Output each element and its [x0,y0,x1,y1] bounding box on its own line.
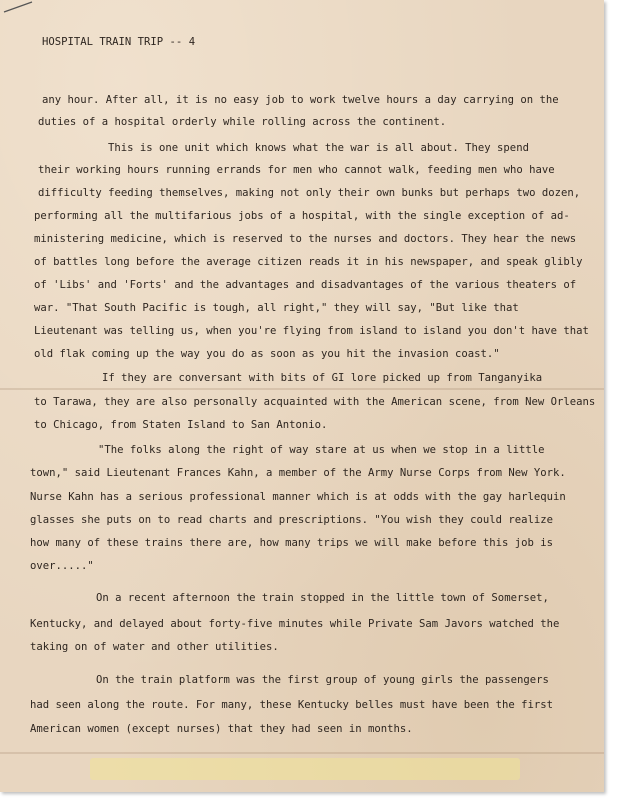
page-header: HOSPITAL TRAIN TRIP -- 4 [42,36,196,48]
text-line: ministering medicine, which is reserved to the nurses and doctors. They hear the news [34,233,577,245]
text-line: performing all the multifarious jobs of a hospital, with the single exception of ad- [34,210,570,222]
text-line: over....." [30,560,94,572]
text-line: any hour. After all, it is no easy job to work twelve hours a day carrying on the [42,94,559,106]
text-line: war. "That South Pacific is tough, all right," they will say, "But like that [34,302,519,314]
text-line: This is one unit which knows what the war is all about. They spend [108,142,529,154]
text-line: their working hours running errands for men who cannot walk, feeding men who have [38,164,555,176]
pencil-mark-icon [2,0,42,14]
text-line: of battles long before the average citizen reads it in his newspaper, and speak glibly [34,256,583,268]
text-line: town," said Lieutenant Frances Kahn, a member of the Army Nurse Corps from New York. [30,467,566,479]
text-line: American women (except nurses) that they had seen in months. [30,723,413,735]
text-line: had seen along the route. For many, these Kentucky belles must have been the first [30,699,553,711]
paper-fold [0,752,604,754]
text-line: of 'Libs' and 'Forts' and the advantages and disadvantages of the various theaters of [34,279,577,291]
text-line: Nurse Kahn has a serious professional manner which is at odds with the gay harlequin [30,491,566,503]
text-line: difficulty feeding themselves, making not only their own bunks but perhaps two dozen, [38,187,581,199]
paper-fold [0,388,604,390]
text-line: taking on of water and other utilities. [30,641,279,653]
text-line: If they are conversant with bits of GI lore picked up from Tanganyika [102,372,543,384]
text-line: On the train platform was the first group of young girls the passengers [96,674,549,686]
tape-stain [90,758,520,780]
text-line: "The folks along the right of way stare at us when we stop in a little [98,444,545,456]
text-line: Kentucky, and delayed about forty-five minutes while Private Sam Javors watched the [30,618,560,630]
text-line: how many of these trains there are, how many trips we will make before this job is [30,537,553,549]
text-line: Lieutenant was telling us, when you're flying from island to island you don't have that [34,325,589,337]
text-line: duties of a hospital orderly while rolling across the continent. [38,116,447,128]
text-line: to Chicago, from Staten Island to San Antonio. [34,419,328,431]
text-line: On a recent afternoon the train stopped in the little town of Somerset, [96,592,549,604]
text-line: old flak coming up the way you do as soon as you hit the invasion coast." [34,348,500,360]
text-line: glasses she puts on to read charts and prescriptions. "You wish they could realize [30,514,553,526]
text-line: to Tarawa, they are also personally acquainted with the American scene, from New Orleans [34,396,596,408]
